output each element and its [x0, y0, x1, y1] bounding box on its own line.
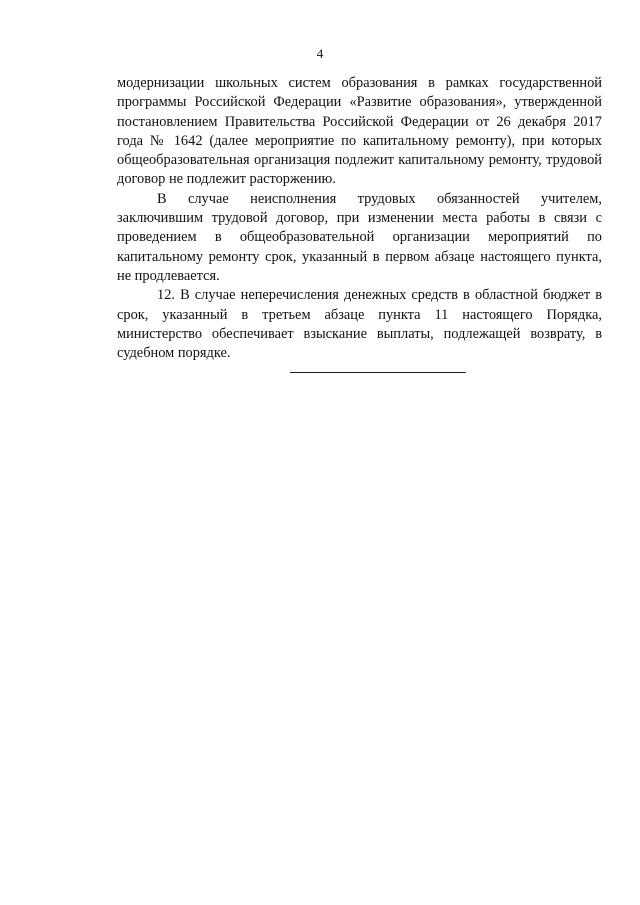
- document-body: [117, 74, 602, 363]
- page-number: 4: [316, 46, 324, 61]
- paragraph-teacher-obligations: В случае неисполнения трудовых обязанностей учителем, заключившим трудовой договор, при изменении места работы в связи с проведением в общеобразовательной организации мероприятий по капитальному ремонту срок, указанный в первом абзаце настоящего пункта, не продлевается.: [117, 190, 602, 284]
- end-of-text-rule: [290, 372, 466, 373]
- paragraph-continuation: модернизации школьных систем образования в рамках государственной программы Российской Федерации «Развитие образования», утвержденной постановлением Правительства Российской Федерации от 26 декабря 2017 года № 1642 (далее мероприятие по капитальному ремонту), при которых общеобразовательная организация подлежит капитальному ремонту, трудовой договор не подлежит расторжению.: [117, 75, 602, 188]
- paragraph-item-12: 12. В случае неперечисления денежных средств в областной бюджет в срок, указанный в третьем абзаце пункта 11 настоящего Порядка, министерство обеспечивает взыскание выплаты, подлежащей возврату, в судебном порядке.: [117, 287, 602, 362]
